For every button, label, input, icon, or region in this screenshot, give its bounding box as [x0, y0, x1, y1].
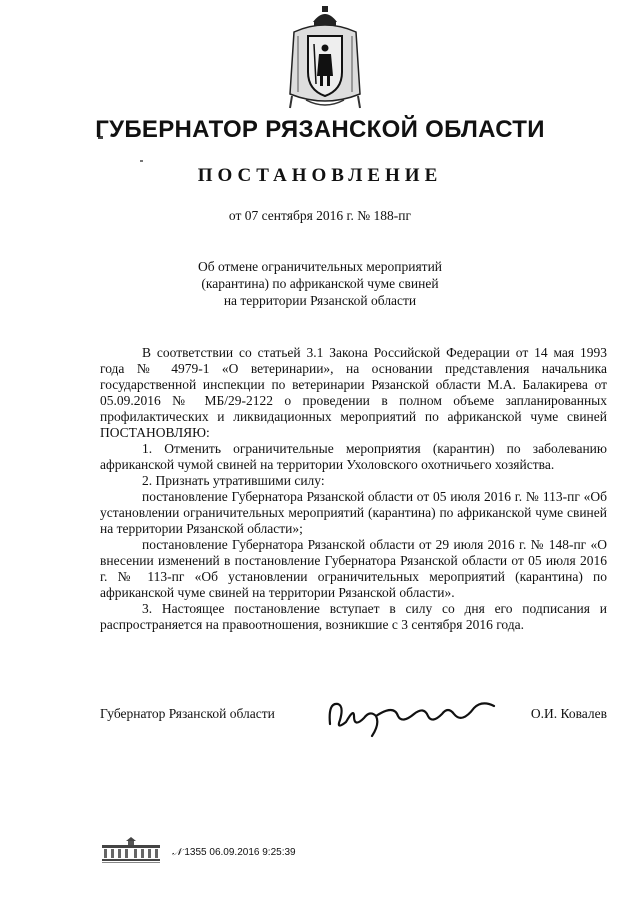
signatory-title: Губернатор Рязанской области — [100, 706, 275, 721]
stamp-text: 1355 06.09.2016 9:25:39 — [184, 847, 296, 858]
repealed-act-paragraph: постановление Губернатора Рязанской области от 29 июля 2016 г. № 148-пг «О внесении изменений в постановление Губернатора Рязанской области от 05 июля 2016 г. № 113-пг «Об установлении ограничительных мероприятий (карантина) по африканской чуме свиней на территории Рязанской области». — [100, 537, 607, 600]
scan-artifact — [140, 160, 143, 162]
date-and-number: от 07 сентября 2016 г. № 188-пг — [228, 208, 412, 223]
document-subject — [150, 258, 490, 309]
issuing-authority-heading: ГУБЕРНАТОР РЯЗАНСКОЙ ОБЛАСТИ — [95, 116, 545, 143]
handwritten-signature — [324, 694, 504, 740]
subject-line: Об отмене ограничительных мероприятий — [197, 259, 443, 274]
subject-line: (карантина) по африканской чуме свиней — [201, 276, 439, 291]
registry-building-icon — [100, 835, 162, 865]
preamble-paragraph: В соответствии со статьей 3.1 Закона Российской Федерации от 14 мая 1993 года № 4979-1 «О ветеринарии», на основании представления начальника государственной инспекции по ветеринарии Рязанской области М.А. Балакирева от 05.09.2016 № МБ/29-2122 о проведении в полном объеме запланированных профилактических и ликвидационных мероприятий по африканской чуме свиней ПОСТАНОВЛЯЮ: — [100, 345, 607, 440]
coat-of-arms-emblem — [286, 4, 364, 114]
document-type-title: ПОСТАНОВЛЕНИЕ — [197, 165, 443, 186]
repealed-act-paragraph: постановление Губернатора Рязанской области от 05 июля 2016 г. № 113-пг «Об установлении ограничительных мероприятий (карантина) по африканской чуме свиней на территории Рязанской области»; — [100, 489, 607, 536]
signature-block — [100, 702, 607, 742]
registration-stamp — [172, 847, 296, 858]
clause-1-paragraph: 1. Отменить ограничительные мероприятия (карантин) по заболеванию африканской чумой свиней на территории Ухоловского охотничьего хозяйства. — [100, 441, 607, 472]
document-body — [100, 345, 607, 633]
clause-2-paragraph: 2. Признать утратившими силу: — [142, 473, 325, 488]
signatory-name: О.И. Ковалев — [530, 706, 607, 721]
clause-3-paragraph: 3. Настоящее постановление вступает в силу со дня его подписания и распространяется на правоотношения, возникшие с 3 сентября 2016 года. — [100, 601, 607, 632]
subject-line: на территории Рязанской области — [223, 293, 417, 308]
stamp-n-symbol: 𝒩 — [172, 847, 182, 858]
